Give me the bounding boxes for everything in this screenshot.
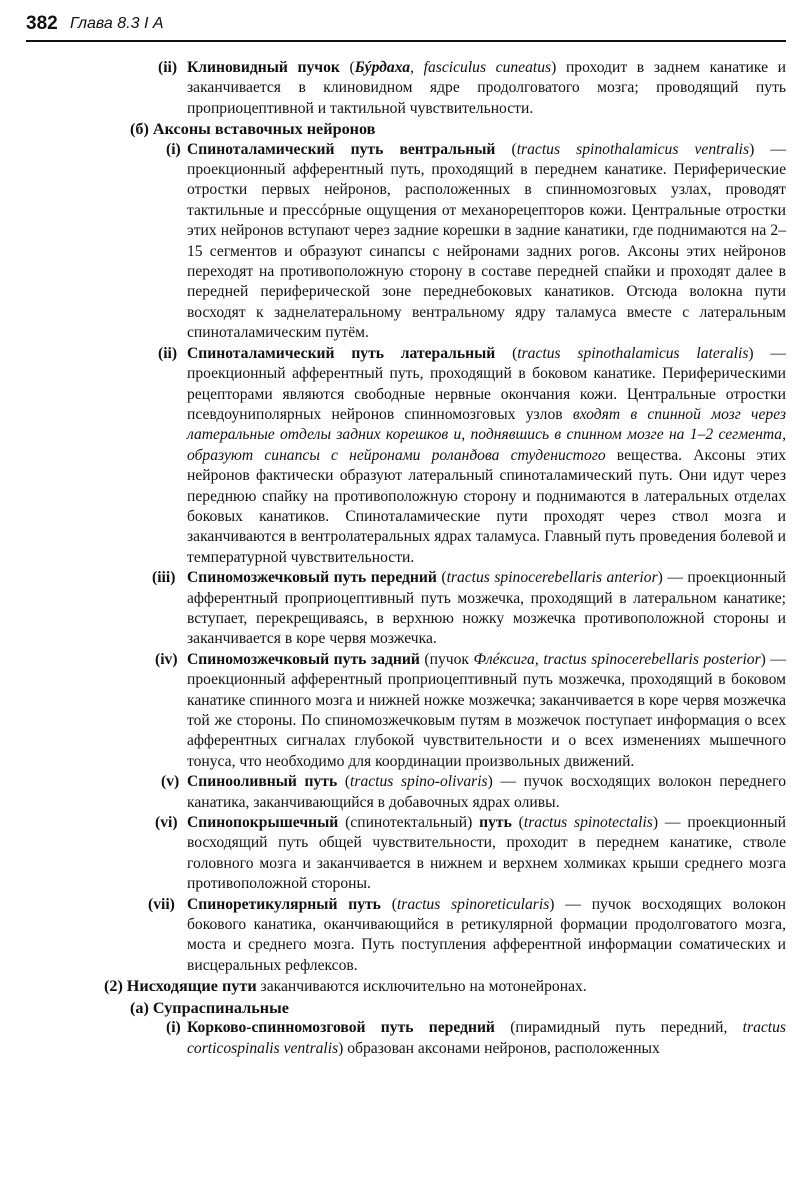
entry-number: (ii) <box>158 59 178 76</box>
entry-term: Спиномозжечковый путь передний <box>187 569 437 587</box>
entry-text: Корково-спинномозговой путь передний (пирамидный путь передний, tractus corticospinalis ventralis) образован аксонами нейронов, расположенных <box>187 1019 786 1057</box>
entry-number: (ii) <box>158 344 178 362</box>
entry-term: Клиновидный пучок <box>187 59 340 76</box>
entry-latin: tractus spino-olivaris <box>350 773 488 791</box>
entry-description: — проекционный восходящий путь общей чувствительности, проходит в переднем канатике, стволе головного мозга и заканчивается в нижнем и верхнем холмиках крыши среднего мозга противоположной стороны. <box>187 814 786 893</box>
entry-latin: , fasciculus cuneatus <box>410 59 552 76</box>
entry-description: ) проходит в заднем канатике и заканчивается в клиновидном ядре продолговатого мозга; проводящий путь проприоцептивной и тактильной чувствительности. <box>187 59 787 117</box>
entry-description: — проекционный афферентный путь, проходящий в переднем канатике. Периферические отростки первых нейронов, расположенных в спинномозговых узлах, проводят тактильные и прессóрные ощущения от механорецепторов кожи. Центральные отростки этих нейронов вступают через задние корешки в задние канатики, где поднимаются на 2–15 сегментов и образуют синапсы с нейронами задних рогов. Аксоны этих нейронов переходят на противоположную сторону в составе передней спайки и проходят далее в передней периферической зоне переднебоковых канатиков. Отсюда волокна пути восходят к заднелатеральному вентральному ядру таламуса вместе с латеральным спиноталамическим путём. <box>187 140 787 342</box>
entry-description: — проекционный афферентный проприоцептивный путь мозжечка, проходящий в латеральном канатике; вступает, перекрещиваясь, в верхнюю ножку мозжечка противоположной стороны и заканчивается в коре червя мозжечка. <box>187 569 787 648</box>
section-heading-supraspinal: (а) Супраспинальные <box>130 998 289 1017</box>
entry-lateral-spinothalamic <box>0 344 800 568</box>
entry-text: Спинооливный путь (tractus spino-olivaris) — пучок восходящих волокон переднего канатика, заканчивающийся в добавочных ядрах оливы. <box>187 773 786 811</box>
entry-text: Спиномозжечковый путь передний (tractus spinocerebellaris anterior) — проекционный афферентный проприоцептивный путь мозжечка, проходящий в латеральном канатике; вступает, перекрещиваясь, в верхнюю ножку мозжечка противоположной стороны и заканчивается в коре червя мозжечка. <box>187 569 787 648</box>
entry-spinoreticular <box>0 895 800 977</box>
entry-number: (vi) <box>155 814 178 832</box>
entry-term: Спиномозжечковый путь задний <box>187 650 420 668</box>
entry-text: Спинопокрышечный (спинотектальный) путь (tractus spinotectalis) — проекционный восходящий путь общей чувствительности, проходит в переднем канатике, стволе головного мозга и заканчивается в нижнем и верхнем холмиках крыши среднего мозга противоположной стороны. <box>187 814 786 893</box>
section-heading-interneuron-axons: (б) Аксоны вставочных нейронов <box>130 120 376 139</box>
entry-text: Спиноретикулярный путь (tractus spinoreticularis) — пучок восходящих волокон бокового канатика, оканчивающийся в ретикулярной формации продолговатого мозга, моста и среднего мозга. Путь поступления афферентной информации соматических и висцеральных рефлексов. <box>187 895 787 974</box>
entry-term: Спиноталамический путь латеральный <box>187 344 496 362</box>
entry-description: — пучок восходящих волокон переднего канатика, заканчивающийся в добавочных ядрах оливы. <box>187 773 786 811</box>
entry-latin: tractus spinothalamicus lateralis <box>517 344 749 362</box>
entry-eponym: Бýрдаха <box>354 59 411 76</box>
entry-term: Спиноталамический путь вентральный <box>187 140 496 158</box>
entry-text: Спиноталамический путь вентральный (tractus spinothalamicus ventralis) — проекционный афферентный путь, проходящий в переднем канатике. Периферические отростки первых нейронов, расположенных в спинномозговых узлах, проводят тактильные и прессóрные ощущения от механорецепторов кожи. Центральные отростки этих нейронов вступают через задние корешки в задние канатики, где поднимаются на 2–15 сегментов и образуют синапсы с нейронами задних рогов. Аксоны этих нейронов переходят на противоположную сторону в составе передней спайки и проходят далее в передней периферической зоне переднебоковых канатиков. Отсюда волокна пути восходят к заднелатеральному вентральному ядру таламуса вместе с латеральным спиноталамическим путём. <box>187 140 787 342</box>
entry-number: (iii) <box>152 569 176 587</box>
entry-text: Спиноталамический путь латеральный (tractus spinothalamicus lateralis) — проекционный афферентный путь, проходящий в боковом канатике. Периферическими рецепторами являются свободные нервные окончания кожи. Центральные отростки псевдоуниполярных нейронов спинномозговых узлов входят в спинной мозг через латеральные отделы задних корешков и, поднявшись в спинном мозге на 1–2 сегмента, образуют синапсы с нейронами роланðова студенистого вещества. Аксоны этих нейронов фактически образуют латеральный спиноталамический путь. Они идут через переднюю спайку на противоположную сторону и поднимаются в латеральных отделах боковых канатиков. Спиноталамические пути проходят через ствол мозга и заканчиваются в вентролатеральных ядрах таламуса. Главный путь проведения болевой и температурной чувствительности. <box>187 344 786 566</box>
chapter-label: Глава 8.3 I А <box>70 15 164 32</box>
entry-description: ) — проекционный афферентный проприоцептивный путь мозжечка, проходящий в боковом канатике спинного мозга и нижней ножке мозжечка; заканчивается в коре червя мозжечка той же стороны. По спиномозжечковым путям в мозжечок поступает информация о всех афферентных сигналах глубокой чувствительности и о всех изменениях мышечного тонуса, что необходимо для координации произвольных движений. <box>187 650 786 770</box>
page-body <box>0 58 800 1059</box>
entry-number: (i) <box>166 140 181 158</box>
section-description: заканчиваются исключительно на мотонейронах. <box>256 978 587 996</box>
entry-anterior-spinocerebellar <box>0 568 800 650</box>
entry-latin: tractus spinocerebellaris anterior <box>446 569 658 587</box>
entry-anterior-corticospinal <box>0 1018 800 1059</box>
entry-latin: tractus spinotectalis <box>523 814 653 832</box>
entry-latin: Флéксига, tractus spinocerebellaris posterior <box>473 650 761 668</box>
entry-description: — проекционный афферентный путь, проходящий в боковом канатике. Периферическими рецепторами являются свободные нервные окончания кожи. Центральные отростки псевдоуниполярных нейронов спинномозговых узлов <box>187 344 786 423</box>
section-term: Нисходящие пути <box>126 977 257 996</box>
entry-cuneate-fasciculus <box>0 58 800 119</box>
entry-latin: tractus corticospinalis ventralis <box>187 1019 786 1057</box>
page-number: 382 <box>26 13 58 34</box>
entry-description: ) образован аксонами нейронов, расположенных <box>338 1039 660 1057</box>
page-header <box>26 10 786 42</box>
entry-term: Спиноретикулярный путь <box>187 895 381 913</box>
entry-spinotectal <box>0 813 800 895</box>
entry-number: (vii) <box>148 895 175 913</box>
entry-description: — пучок восходящих волокон бокового канатика, оканчивающийся в ретикулярной формации продолговатого мозга, моста и среднего мозга. Путь поступления афферентной информации соматических и висцеральных рефлексов. <box>187 895 787 974</box>
entry-number: (v) <box>161 773 180 791</box>
section-number: (2) <box>104 977 123 996</box>
entry-term: Спинооливный путь <box>187 773 338 791</box>
entry-latin: tractus spinoreticularis <box>396 895 550 913</box>
entry-ventral-spinothalamic <box>0 140 800 344</box>
entry-term: Спинопокрышечный <box>187 814 339 832</box>
section-descending-pathways <box>104 976 786 997</box>
entry-latin: tractus spinothalamicus ventralis <box>516 140 750 158</box>
entry-italic-passage: входят в спинной мозг через латеральные отделы задних корешков и, поднявшись в спинном мозге на 1–2 сегмента, образуют синапсы с нейронами роланðова студенистого <box>187 405 786 464</box>
entry-text: Спиномозжечковый путь задний (пучок Флéксига, tractus spinocerebellaris posterior) — проекционный афферентный проприоцептивный путь мозжечка, проходящий в боковом канатике спинного мозга и нижней ножке мозжечка; заканчивается в коре червя мозжечка той же стороны. По спиномозжечковым путям в мозжечок поступает информация о всех афферентных сигналах глубокой чувствительности и о всех изменениях мышечного тонуса, что необходимо для координации произвольных движений. <box>187 650 786 770</box>
entry-text: Клиновидный пучок (Бýрдаха, fasciculus cuneatus) проходит в заднем канатике и заканчивается в клиновидном ядре продолговатого мозга; проводящий путь проприоцептивной и тактильной чувствительности. <box>187 59 787 117</box>
entry-number: (i) <box>166 1019 181 1037</box>
entry-description-cont: вещества. Аксоны этих нейронов фактически образуют латеральный спиноталамический путь. Они идут через переднюю спайку на противоположную сторону и поднимаются в латеральных отделах боковых канатиков. Спиноталамические пути проходят через ствол мозга и заканчиваются в вентролатеральных ядрах таламуса. Главный путь проведения болевой и температурной чувствительности. <box>187 446 786 566</box>
entry-term-cont: путь <box>479 814 512 832</box>
entry-term: Корково-спинномозговой путь передний <box>187 1019 495 1037</box>
entry-posterior-spinocerebellar <box>0 650 800 772</box>
entry-spino-olivary <box>0 772 800 813</box>
entry-number: (iv) <box>155 650 178 668</box>
